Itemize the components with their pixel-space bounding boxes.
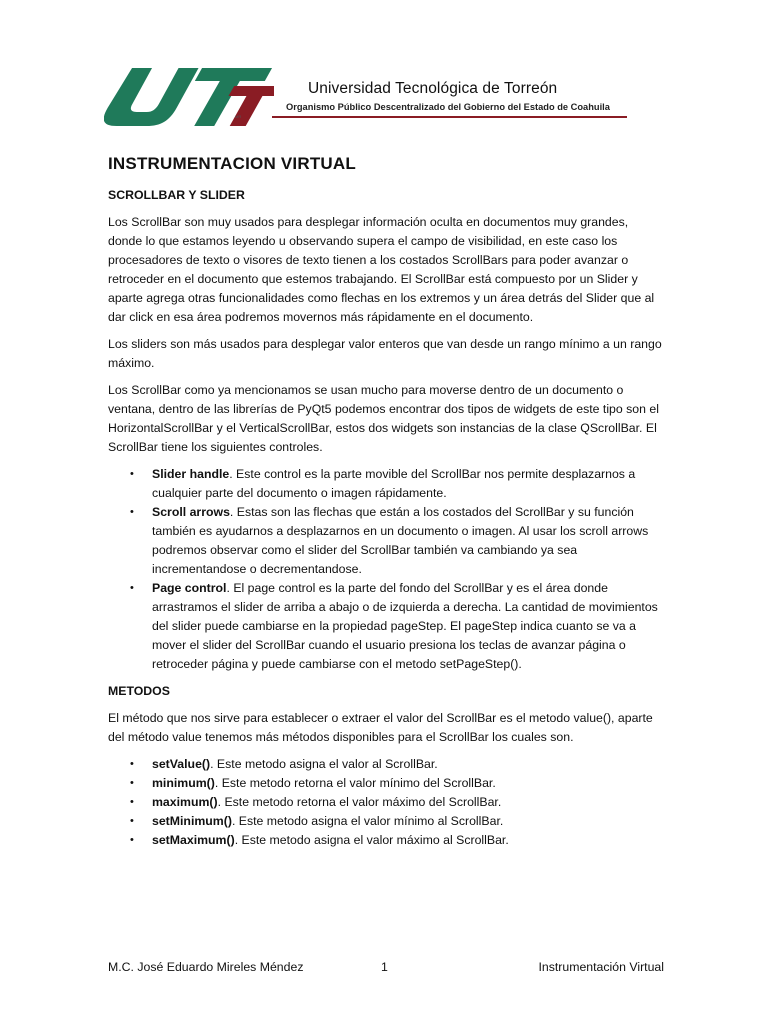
bullet-icon: • — [130, 777, 134, 789]
list-item — [108, 503, 664, 579]
list-term: Page control — [152, 581, 227, 595]
list-text: . Este metodo asigna el valor mínimo al ScrollBar. — [231, 814, 504, 828]
list-term: setMinimum() — [152, 814, 232, 828]
bullet-icon: • — [130, 815, 134, 827]
svg-text:MR: MR — [235, 114, 242, 119]
footer-course: Instrumentación Virtual — [538, 960, 664, 974]
document-title: INSTRUMENTACION VIRTUAL — [108, 154, 356, 173]
list-term: maximum() — [152, 795, 218, 809]
list-text: . Este metodo asigna el valor al ScrollBar. — [210, 757, 438, 771]
document-body — [108, 152, 664, 858]
section-heading-scrollbar-slider: SCROLLBAR Y SLIDER — [108, 188, 245, 202]
page-header — [104, 62, 664, 132]
paragraph: El método que nos sirve para establecer o extraer el valor del ScrollBar es el metodo value(), aparte del método value tenemos más métodos disponibles para el ScrollBar los cuales son. — [108, 711, 653, 744]
list-text: . Este metodo asigna el valor máximo al ScrollBar. — [234, 833, 509, 847]
list-item — [108, 579, 664, 674]
list-item — [108, 755, 664, 774]
bullet-icon: • — [130, 758, 134, 770]
list-text: . El page control es la parte del fondo del ScrollBar y es el área donde arrastramos el slider de arriba a abajo o de izquierda a derecha. La cantidad de movimientos del slider puede cambiarse en la propiedad pageStep. El pageStep indica cuanto se va a mover el slider del ScrollBar cuando el usuario presiona los teclas de avanzar página o retroceder página y puede cambiarse con el metodo setPageStep(). — [152, 581, 658, 671]
list-text: . Este control es la parte movible del ScrollBar nos permite desplazarnos a cualquier parte del documento o imagen rápidamente. — [152, 467, 636, 500]
list-term: minimum() — [152, 776, 215, 790]
page-footer — [108, 960, 664, 980]
list-term: Slider handle — [152, 467, 230, 481]
list-term: setMaximum() — [152, 833, 235, 847]
list-term: setValue() — [152, 757, 211, 771]
list-text: . Estas son las flechas que están a los costados del ScrollBar y su función también es ayudarnos a desplazarnos en un documento o imagen. Al usar los scroll arrows podremos observar como el slider del ScrollBar también va cambiando ya sea incrementandose o decrementandose. — [152, 505, 649, 576]
university-subtitle: Organismo Público Descentralizado del Gobierno del Estado de Coahuila — [286, 102, 610, 112]
section-heading-metodos: METODOS — [108, 684, 170, 698]
bullet-icon: • — [130, 582, 134, 594]
list-text: . Este metodo retorna el valor máximo del ScrollBar. — [217, 795, 502, 809]
paragraph: Los ScrollBar como ya mencionamos se usan mucho para moverse dentro de un documento o ventana, dentro de las librerías de PyQt5 podemos encontrar dos tipos de widgets de este tipo son el HorizontalScrollBar y el VerticalScrollBar, estos dos widgets son instancias de la clase QScrollBar. El ScrollBar tiene los siguientes controles. — [108, 383, 659, 454]
footer-author: M.C. José Eduardo Mireles Méndez — [108, 960, 304, 974]
header-divider — [272, 116, 627, 118]
list-item — [108, 831, 664, 850]
list-item — [108, 465, 664, 503]
list-item — [108, 812, 664, 831]
bullet-icon: • — [130, 796, 134, 808]
methods-list — [108, 755, 664, 850]
university-name: Universidad Tecnológica de Torreón — [308, 80, 558, 97]
bullet-icon: • — [130, 834, 134, 846]
bullet-icon: • — [130, 506, 134, 518]
utt-logo — [104, 62, 274, 130]
controls-list — [108, 465, 664, 674]
paragraph: Los sliders son más usados para desplegar valor enteros que van desde un rango mínimo a un rango máximo. — [108, 337, 662, 370]
footer-page-number: 1 — [381, 960, 388, 974]
list-term: Scroll arrows — [152, 505, 230, 519]
list-text: . Este metodo retorna el valor mínimo del ScrollBar. — [214, 776, 496, 790]
bullet-icon: • — [130, 468, 134, 480]
list-item — [108, 793, 664, 812]
paragraph: Los ScrollBar son muy usados para desplegar información oculta en documentos muy grandes, donde lo que estamos leyendo u observando supera el campo de visibilidad, en este caso los procesadores de texto o visores de texto tienen a los costados ScrollBars para poder avanzar o retroceder en el documento que estemos trabajando. El ScrollBar está compuesto por un Slider y aparte agrega otras funcionalidades como flechas en los extremos y un área detrás del Slider que al dar click en esa área podremos movernos más rápidamente en el documento. — [108, 215, 655, 324]
list-item — [108, 774, 664, 793]
